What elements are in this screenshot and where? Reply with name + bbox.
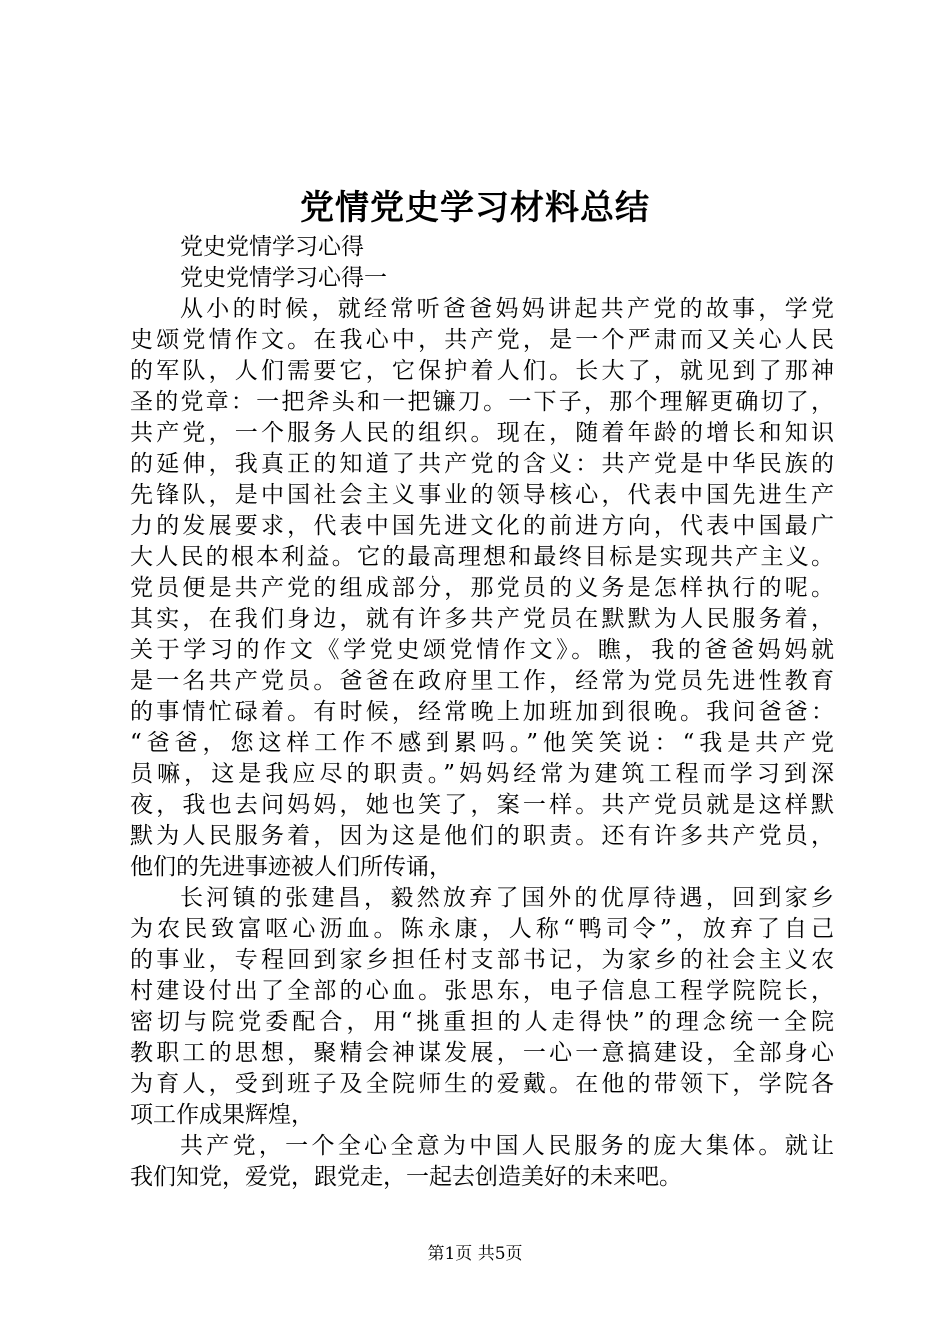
- text-line: 我们知党，爱党，跟党走，一起去创造美好的未来吧。: [130, 1164, 682, 1190]
- text-line: 村建设付出了全部的心血。张思东，电子信息工程学院院长，: [130, 978, 834, 1004]
- text-line: “爸爸，您这样工作不感到累吗。”他笑笑说：“我是共产党: [130, 730, 834, 756]
- text-line: 的事情忙碌着。有时候，经常晚上加班加到很晚。我问爸爸：: [130, 699, 834, 725]
- text-line: 是一名共产党员。爸爸在政府里工作，经常为党员先进性教育: [130, 668, 834, 694]
- text-line: 关于学习的作文《学党史颂党情作文》。瞧，我的爸爸妈妈就: [130, 637, 834, 663]
- text-line: 圣的党章：一把斧头和一把镰刀。一下子，那个理解更确切了，: [130, 389, 834, 415]
- text-line: 大人民的根本利益。它的最高理想和最终目标是实现共产主义。: [130, 544, 834, 570]
- text-line: 的事业，专程回到家乡担任村支部书记，为家乡的社会主义农: [130, 947, 834, 973]
- text-line: 密切与院党委配合，用“挑重担的人走得快”的理念统一全院: [130, 1009, 834, 1035]
- text-line: 史颂党情作文。在我心中，共产党，是一个严肃而又关心人民: [130, 327, 834, 353]
- text-line: 从小的时候，就经常听爸爸妈妈讲起共产党的故事，学党: [180, 296, 834, 322]
- page-title: 党情党史学习材料总结: [300, 188, 650, 228]
- text-line: 夜，我也去问妈妈，她也笑了，案一样。共产党员就是这样默: [130, 792, 834, 818]
- text-line: 先锋队，是中国社会主义事业的领导核心，代表中国先进生产: [130, 482, 834, 508]
- text-line: 党员便是共产党的组成部分，那党员的义务是怎样执行的呢。: [130, 575, 834, 601]
- text-line: 为育人，受到班子及全院师生的爱戴。在他的带领下，学院各: [130, 1071, 834, 1097]
- text-line: 其实，在我们身边，就有许多共产党员在默默为人民服务着，: [130, 606, 834, 632]
- text-line: 共产党，一个全心全意为中国人民服务的庞大集体。就让: [180, 1133, 834, 1159]
- text-line: 员嘛，这是我应尽的职责。”妈妈经常为建筑工程而学习到深: [130, 761, 834, 787]
- text-line: 项工作成果辉煌，: [130, 1102, 314, 1128]
- text-line: 长河镇的张建昌，毅然放弃了国外的优厚待遇，回到家乡: [180, 885, 834, 911]
- text-line: 党史党情学习心得: [180, 234, 364, 260]
- text-line: 教职工的思想，聚精会神谋发展，一心一意搞建设，全部身心: [130, 1040, 834, 1066]
- document-body: [130, 232, 834, 1193]
- text-line: 力的发展要求，代表中国先进文化的前进方向，代表中国最广: [130, 513, 834, 539]
- text-line: 共产党，一个服务人民的组织。现在，随着年龄的增长和知识: [130, 420, 834, 446]
- text-line: 为农民致富呕心沥血。陈永康，人称“鸭司令”，放弃了自己: [130, 916, 834, 942]
- text-line: 党史党情学习心得一: [180, 265, 387, 291]
- text-line: 的军队，人们需要它，它保护着人们。长大了，就见到了那神: [130, 358, 834, 384]
- page-footer: 第1页 共5页: [427, 1244, 523, 1264]
- text-line: 默为人民服务着，因为这是他们的职责。还有许多共产党员，: [130, 823, 834, 849]
- text-line: 的延伸，我真正的知道了共产党的含义：共产党是中华民族的: [130, 451, 834, 477]
- text-line: 他们的先进事迹被人们所传诵，: [130, 854, 452, 880]
